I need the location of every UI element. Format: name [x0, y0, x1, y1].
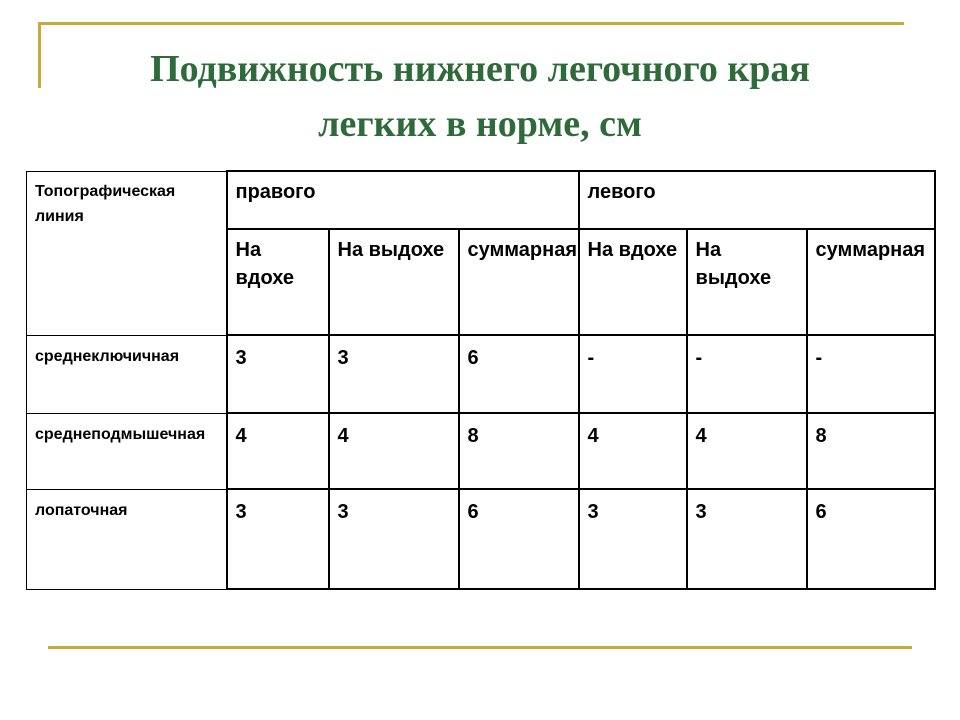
value-cell	[579, 413, 687, 489]
value-cell	[579, 489, 687, 589]
decorative-top-line	[38, 22, 904, 25]
row-label: лопаточная	[35, 501, 128, 519]
value: 8	[815, 425, 827, 447]
value-cell	[687, 489, 807, 589]
subheader-cell	[227, 229, 329, 335]
group-header-cell	[579, 171, 935, 229]
value-cell	[459, 413, 579, 489]
row-label-cell	[27, 335, 227, 413]
value: -	[587, 347, 595, 369]
value-cell	[579, 335, 687, 413]
value-cell	[227, 489, 329, 589]
table-row	[27, 413, 935, 489]
subheader: На выдохе	[695, 239, 772, 289]
value-cell	[807, 413, 935, 489]
value-cell	[807, 335, 935, 413]
value: 6	[815, 501, 827, 523]
value: 3	[337, 501, 349, 523]
subheader-cell	[807, 229, 935, 335]
value-cell	[459, 335, 579, 413]
subheader: суммарная	[467, 239, 578, 261]
row-label-cell	[27, 413, 227, 489]
row-label-cell	[27, 489, 227, 589]
mobility-table	[26, 170, 936, 590]
value-cell	[807, 489, 935, 589]
value: 4	[587, 425, 599, 447]
value: -	[695, 347, 703, 369]
slide-title-line-2: легких в норме, см	[318, 103, 642, 145]
row-label: среднеподмышечная	[35, 425, 206, 443]
value-cell	[227, 413, 329, 489]
slide-title	[40, 42, 920, 152]
subheader: На выдохе	[337, 239, 445, 261]
value: 3	[695, 501, 707, 523]
value-cell	[459, 489, 579, 589]
row-label: среднеключичная	[35, 347, 180, 365]
subheader: На вдохе	[587, 239, 678, 261]
value: -	[815, 347, 823, 369]
subheader-cell	[687, 229, 807, 335]
value-cell	[329, 489, 459, 589]
subheader-cell	[329, 229, 459, 335]
subheader-cell	[459, 229, 579, 335]
value: 3	[337, 347, 349, 369]
value-cell	[329, 335, 459, 413]
value-cell	[687, 413, 807, 489]
slide-title-line-1: Подвижность нижнего легочного края	[150, 48, 810, 90]
value-cell	[227, 335, 329, 413]
value: 4	[337, 425, 349, 447]
decorative-bottom-line	[48, 646, 912, 649]
value: 4	[695, 425, 707, 447]
value: 3	[235, 501, 247, 523]
subheader-cell	[579, 229, 687, 335]
corner-header: Топографическая линия	[35, 182, 176, 225]
value: 6	[467, 501, 479, 523]
corner-header-cell	[27, 171, 227, 335]
table-header-row	[27, 171, 935, 229]
value: 6	[467, 347, 479, 369]
group-header-cell	[227, 171, 579, 229]
value-cell	[687, 335, 807, 413]
table-row	[27, 489, 935, 589]
table-row	[27, 335, 935, 413]
subheader: суммарная	[815, 239, 926, 261]
value: 8	[467, 425, 479, 447]
value: 4	[235, 425, 247, 447]
subheader: На вдохе	[235, 239, 294, 289]
value-cell	[329, 413, 459, 489]
group-header-left: левого	[587, 181, 656, 203]
value: 3	[235, 347, 247, 369]
value: 3	[587, 501, 599, 523]
group-header-right: правого	[235, 181, 316, 203]
